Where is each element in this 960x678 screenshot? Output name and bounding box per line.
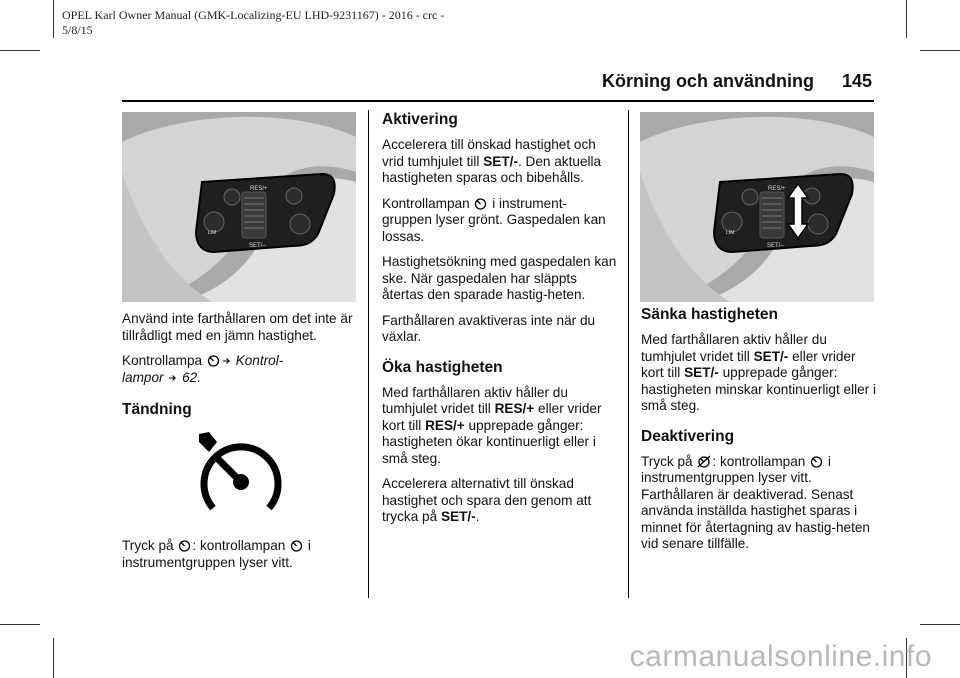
cruise-control-icon: [810, 455, 823, 468]
paragraph: Accelerera till önskad hastighet och vrid tumhjulet till SET/-. Den aktuella hastigheten sparas och bibehålls.: [382, 137, 602, 185]
paragraph: Kontrollampa Kontrol- lampor 62.: [122, 353, 284, 385]
set-label: SET/–: [249, 243, 266, 249]
steering-wheel-thumbwheel-figure: [640, 112, 874, 302]
watermark: carmanualsonline.info: [629, 640, 932, 673]
meta-line: OPEL Karl Owner Manual (GMK-Localizing-EU LHD-9231167) - 2016 - crc -: [62, 8, 445, 22]
res-label: RES/+: [250, 186, 268, 192]
crop-mark: [53, 0, 54, 38]
section-title: Körning och användning: [601, 71, 814, 91]
column-divider: [368, 110, 369, 598]
paragraph: Kontrollampan i instrument- gruppen lyser grönt. Gaspedalen kan lossas.: [382, 195, 606, 244]
document-meta: [62, 8, 444, 38]
cruise-control-icon: [474, 197, 487, 210]
meta-line: 5/8/15: [62, 23, 93, 37]
paragraph: Tryck på : kontrollampan i instrumentgruppen lyser vitt.: [122, 538, 311, 570]
page-reference-icon: [168, 373, 177, 384]
column-1: [122, 311, 357, 427]
crop-mark: [920, 624, 960, 625]
paragraph: Hastighetsökning med gaspedalen kan ske. När gaspedalen har släppts återtas den sparade hastig-heten.: [382, 254, 617, 302]
paragraph: Accelerera alternativt till önskad hastighet och spara den genom att trycka på SET/-.: [382, 476, 592, 524]
crop-mark: [0, 50, 40, 51]
crop-mark: [53, 638, 54, 678]
paragraph: Tryck på : kontrollampan i instrumentgruppen lyser vitt. Farthållaren är deaktiverad. Senast använda inställda hastighet sparas i minnet för återtagning av hastig-heten vid senare tillfälle.: [641, 453, 870, 551]
column-divider: [628, 110, 629, 598]
header-rule: [122, 100, 874, 102]
crop-mark: [906, 0, 907, 38]
column-2: [382, 110, 618, 535]
heading-deaktivering: Deaktivering: [641, 427, 735, 445]
heading-tandning: Tändning: [122, 401, 192, 418]
crop-mark: [0, 624, 40, 625]
column-3: [641, 305, 877, 562]
page-header: [602, 71, 872, 92]
crop-mark: [920, 50, 960, 51]
column-1-lower: [122, 538, 357, 580]
paragraph: Farthållaren avaktiveras inte när du växlar.: [382, 312, 596, 344]
cruise-control-icon: [207, 354, 220, 367]
res-label: RES/+: [768, 186, 786, 192]
paragraph: Med farthållaren aktiv håller du tumhjulet vridet till RES/+ eller vrider kort till RES/+ upprepade gånger: hastigheten ökar kontinuerligt eller i små steg.: [382, 384, 602, 466]
steering-wheel-controls-figure: [122, 112, 356, 302]
cruise-control-icon: [178, 539, 191, 552]
lim-label: LIM: [208, 230, 217, 236]
cruise-control-symbol-figure: [195, 430, 287, 520]
heading-sanka-hastigheten: Sänka hastigheten: [641, 306, 778, 323]
page-number: 145: [841, 71, 872, 91]
cruise-control-off-icon: [697, 455, 711, 468]
paragraph: Använd inte farthållaren om det inte är tillrådligt med en jämn hastighet.: [122, 311, 353, 343]
cruise-control-icon: [290, 539, 303, 552]
lim-label: LIM: [726, 230, 735, 236]
paragraph: Med farthållaren aktiv håller du tumhjulet vridet till SET/- eller vrider kort till SET/- upprepade gånger: hastigheten minskar kontinuerligt eller i små steg.: [641, 332, 876, 413]
page-reference-icon: [222, 356, 231, 367]
set-label: SET/–: [767, 243, 784, 249]
heading-oka-hastigheten: Öka hastigheten: [382, 358, 503, 376]
heading-aktivering: Aktivering: [382, 111, 458, 128]
